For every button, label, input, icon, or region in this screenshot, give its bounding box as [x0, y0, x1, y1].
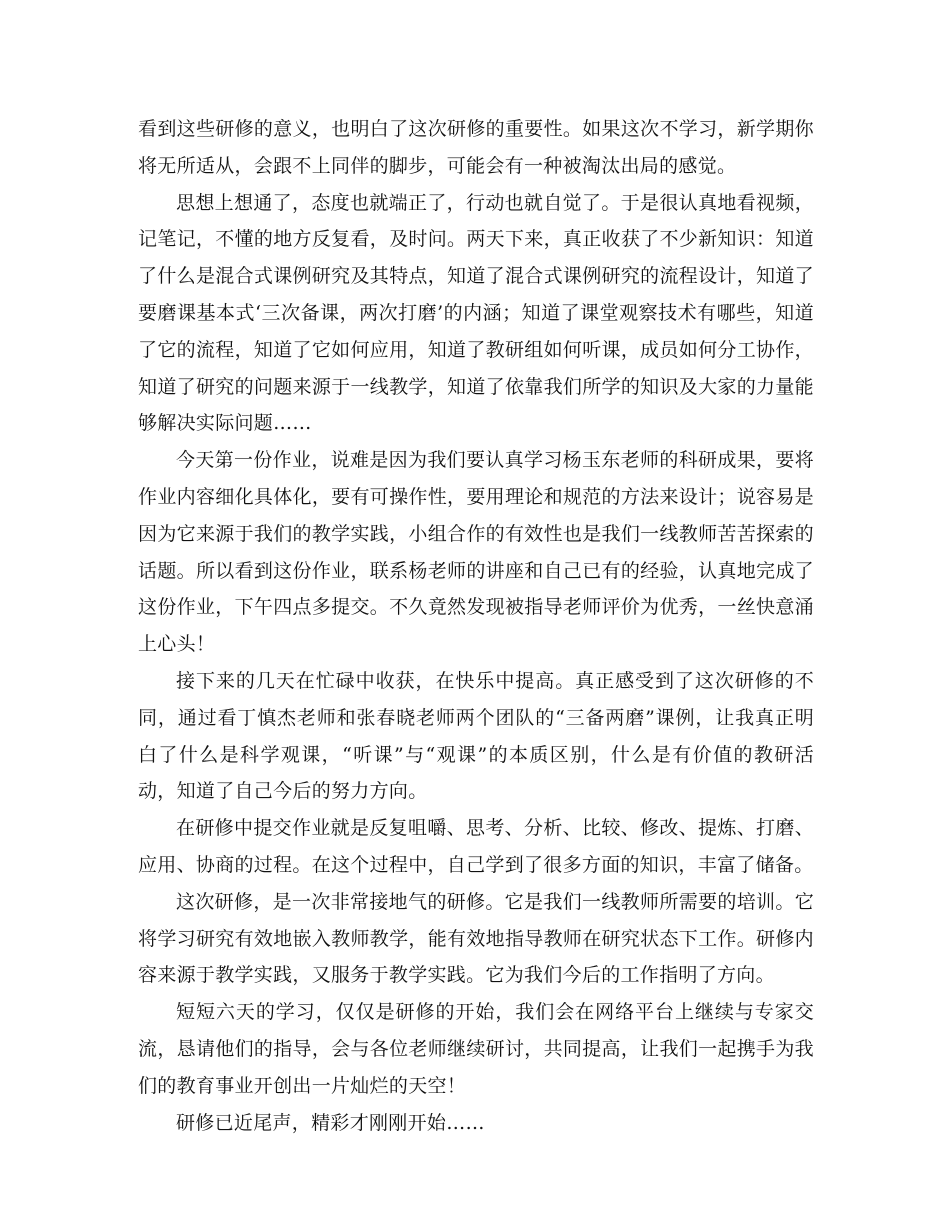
paragraph: 这次研修，是一次非常接地气的研修。它是我们一线教师所需要的培训。它将学习研究有效地嵌入教师教学，能有效地指导教师在研究状态下工作。研修内容来源于教学实践，又服务于教学实践。它为我们今后的工作指明了方向。 — [138, 890, 814, 987]
paragraph: 短短六天的学习，仅仅是研修的开始，我们会在网络平台上继续与专家交流，恳请他们的指导，会与各位老师继续研讨，共同提高，让我们一起携手为我们的教育事业开创出一片灿烂的天空！ — [138, 1001, 814, 1097]
document-body — [138, 111, 814, 1141]
paragraph: 今天第一份作业，说难是因为我们要认真学习杨玉东老师的科研成果，要将作业内容细化具体化，要有可操作性，要用理论和规范的方法来设计；说容易是因为它来源于我们的教学实践，小组合作的有效性也是我们一线教师苦苦探索的话题。所以看到这份作业，联系杨老师的讲座和自己已有的经验，认真地完成了这份作业，下午四点多提交。不久竟然发现被指导老师评价为优秀，一丝快意涌上心头！ — [138, 449, 814, 656]
paragraph: 在研修中提交作业就是反复咀嚼、思考、分析、比较、修改、提炼、打磨、应用、协商的过程。在这个过程中，自己学到了很多方面的知识，丰富了储备。 — [138, 817, 814, 876]
paragraph: 思想上想通了，态度也就端正了，行动也就自觉了。于是很认真地看视频，记笔记，不懂的地方反复看，及时问。两天下来，真正收获了不少新知识：知道了什么是混合式课例研究及其特点，知道了混合式课例研究的流程设计，知道了要磨课基本式‘三次备课，两次打磨’的内涵；知道了课堂观察技术有哪些，知道了它的流程，知道了它如何应用，知道了教研组如何听课，成员如何分工协作，知道了研究的问题来源于一线教学，知道了依靠我们所学的知识及大家的力量能够解决实际问题…… — [138, 191, 814, 435]
paragraph: 研修已近尾声，精彩才刚刚开始…… — [176, 1111, 485, 1134]
paragraph: 接下来的几天在忙碌中收获，在快乐中提高。真正感受到了这次研修的不同，通过看丁慎杰老师和张春晓老师两个团队的“三备两磨”课例，让我真正明白了什么是科学观课，“听课”与“观课”的本质区别，什么是有价值的教研活动，知道了自己今后的努力方向。 — [138, 669, 814, 803]
paragraph: 看到这些研修的意义，也明白了这次研修的重要性。如果这次不学习，新学期你将无所适从，会跟不上同伴的脚步，可能会有一种被淘汰出局的感觉。 — [138, 118, 814, 177]
